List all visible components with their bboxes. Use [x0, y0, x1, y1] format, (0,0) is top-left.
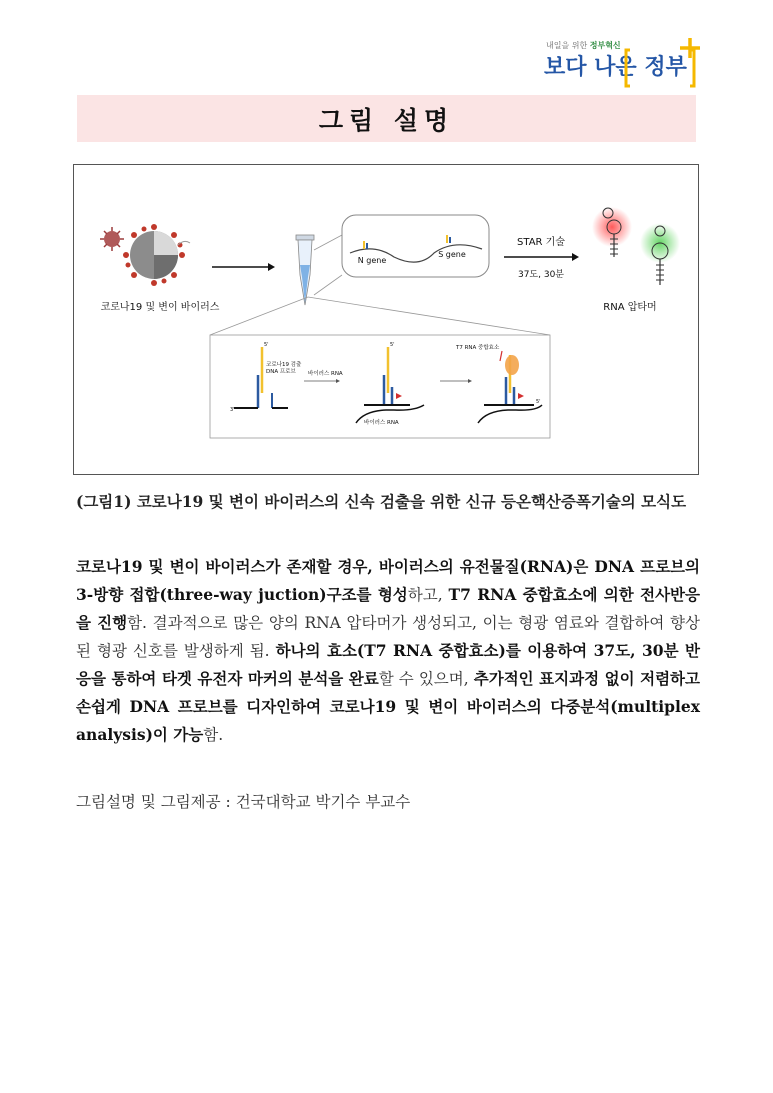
green-aptamer-icon [640, 223, 680, 285]
probe-label-line1: 코로나19 검출 [266, 362, 302, 368]
diagram-canvas [74, 165, 700, 476]
t7-enzyme-label: T7 RNA 중합효소 [456, 345, 500, 351]
n-gene-label: N gene [357, 256, 387, 265]
virus-label: 코로나19 및 변이 바이러스 [100, 302, 220, 313]
body-sentence-4: 함. 결과적으로 많은 양의 RNA 압타머가 생성되고, 이는 형광 염료와 결합하여 향상된 형광 신호를 발생하게 됨. [76, 614, 700, 660]
large-virus-icon [123, 224, 190, 286]
step1-five-prime: 5' [264, 342, 269, 348]
body-sentence-3: T7 RNA 중합효소에 의한 전사반응을 진행 [76, 585, 700, 632]
logo-plus-icon [544, 36, 704, 92]
logo-subtitle-highlight: 정부혁신 [589, 41, 621, 50]
red-aptamer-icon [592, 207, 632, 257]
conditions-label: 37도, 30분 [517, 270, 565, 280]
body-sentence-8: 함. [203, 726, 224, 744]
figure-diagram [73, 164, 699, 475]
government-logo [544, 36, 704, 92]
step1-three-prime: 3' [230, 407, 235, 413]
body-sentence-7: 추가적인 표지과정 없이 저렴하고 손쉽게 DNA 프로브를 디자인하여 코로나19 및 변이 바이러스의 다중분석(multiplex analysis)이 가능 [76, 669, 700, 744]
gene-balloon [342, 215, 489, 277]
aptamer-label: RNA 압타머 [603, 302, 657, 313]
body-sentence-5: 하나의 효소(T7 RNA 중합효소)를 이용하여 37도, 30분 반응을 통하여 타겟 유전자 마커의 분석을 완료 [76, 641, 700, 688]
body-sentence-1: 코로나19 및 변이 바이러스가 존재할 경우, 바이러스의 유전물질(RNA)은 DNA 프로브의 3-방향 접합(three-way juction)구조를 형성 [76, 557, 700, 604]
probe-label-line2: DNA 프로브 [266, 369, 296, 375]
figure-credit: 그림설명 및 그림제공 : 건국대학교 박기수 부교수 [76, 793, 411, 811]
s-gene-label: S gene [438, 250, 466, 259]
figure-caption: (그림1) 코로나19 및 변이 바이러스의 신속 검출을 위한 신규 등온핵산증폭기술의 모식도 [76, 492, 687, 511]
step2-five-prime: 5' [390, 342, 395, 348]
title-band [77, 95, 696, 142]
step3-five-prime: 5' [536, 399, 541, 405]
logo-subtitle-prefix: 내일을 위한 [546, 41, 588, 50]
body-sentence-2: 하고, [407, 586, 449, 604]
arrow-star [504, 253, 579, 261]
arrow-to-tube [212, 263, 275, 271]
viral-rna-arrow-label: 바이러스 RNA [308, 371, 343, 377]
small-virus-icon [100, 227, 124, 251]
viral-rna-bottom-label: 바이러스 RNA [364, 420, 399, 426]
test-tube-icon [296, 235, 314, 305]
page-title: 그림 설명 [318, 105, 455, 135]
logo-main-text: 보다 나은 정부 [544, 55, 687, 80]
body-sentence-6: 할 수 있으며, [378, 670, 474, 688]
mechanism-box [210, 335, 550, 438]
method-label: STAR 기술 [517, 237, 565, 248]
body-paragraph [76, 553, 700, 749]
